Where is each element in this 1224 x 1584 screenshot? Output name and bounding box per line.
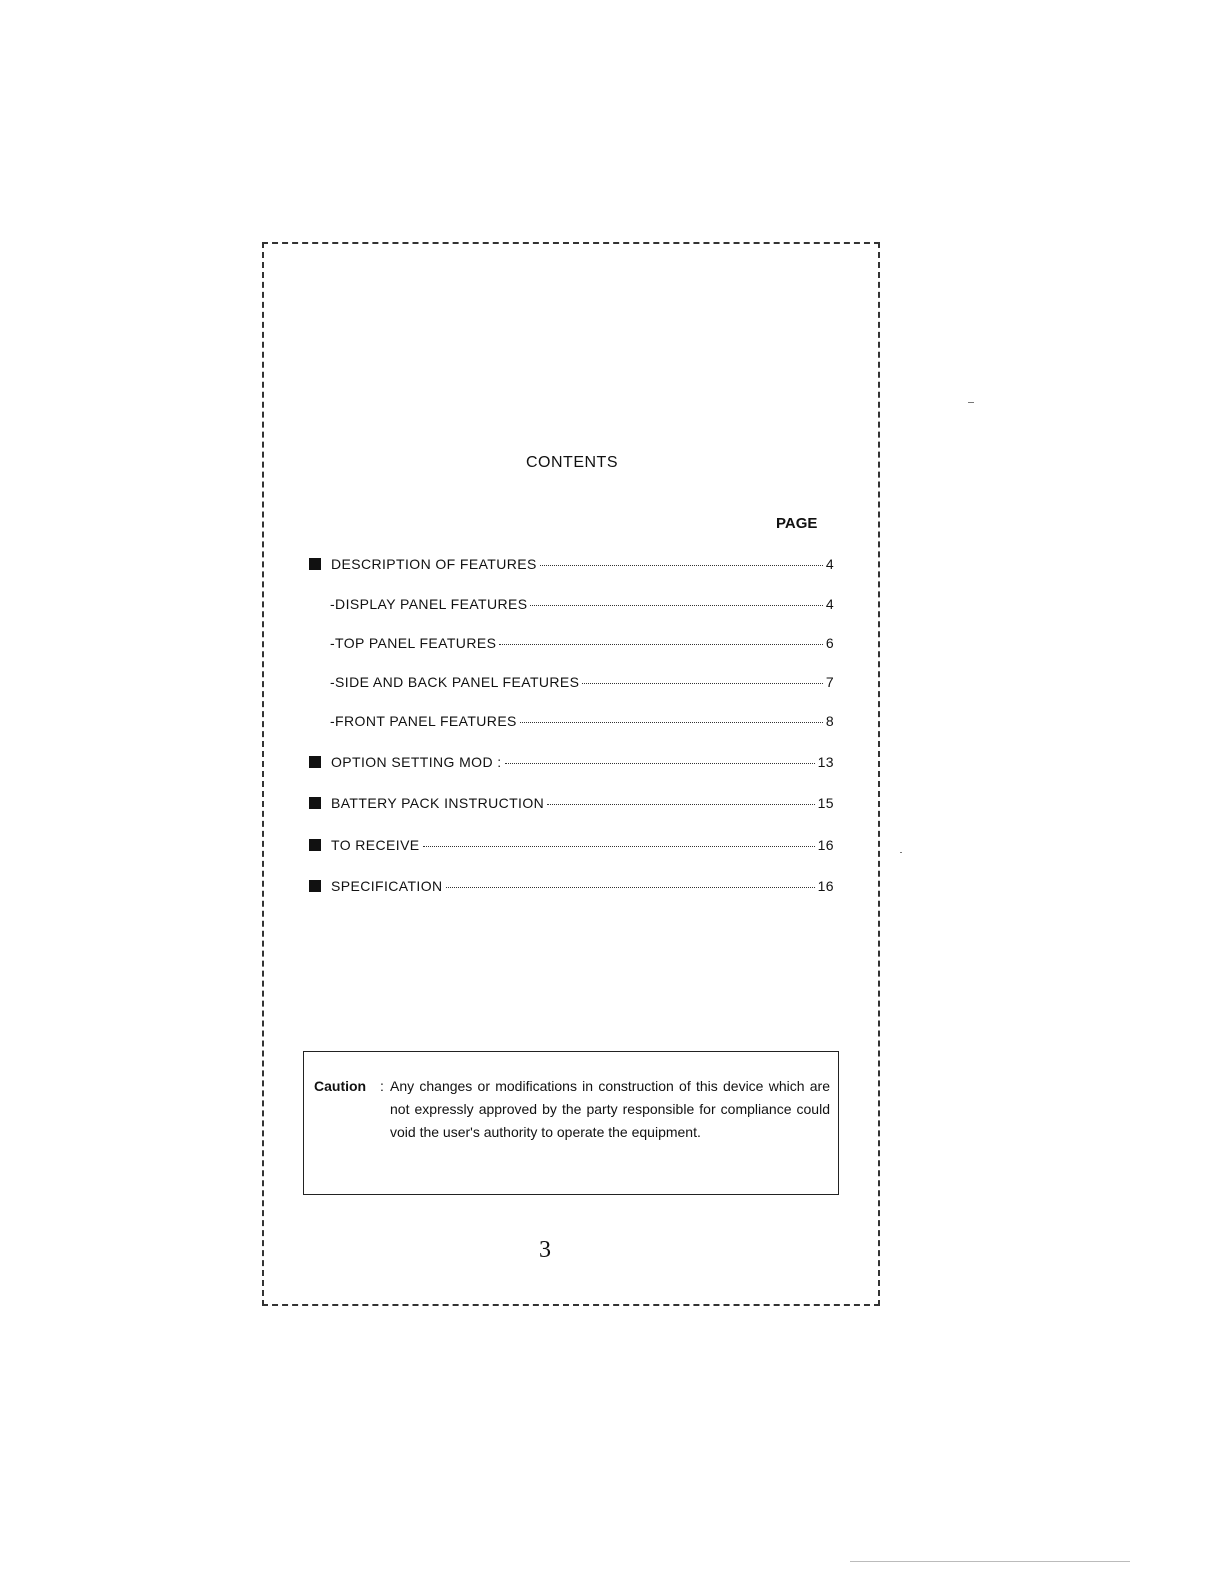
toc-entry-to-receive [309, 837, 834, 853]
dot-leader [582, 683, 822, 684]
toc-entry-label: TO RECEIVE [331, 837, 420, 853]
bullet-square-icon [309, 558, 321, 570]
caution-text: Any changes or modifications in construction of this device which are not expressly approved by the party responsible for compliance could void the user's authority to operate the equipment. [390, 1078, 830, 1140]
bullet-square-icon [309, 880, 321, 892]
toc-entry-label: DESCRIPTION OF FEATURES [331, 556, 537, 572]
toc-entry-page: 15 [817, 795, 834, 811]
dot-leader [547, 804, 814, 805]
toc-entry-front-panel-features [330, 713, 834, 729]
page-number: 3 [539, 1237, 551, 1263]
bullet-square-icon [309, 756, 321, 768]
toc-entry-side-and-back-panel-features [330, 674, 834, 690]
dot-leader [540, 565, 823, 566]
dot-leader [520, 722, 823, 723]
toc-entry-page: 13 [817, 754, 834, 770]
toc-entry-label: -DISPLAY PANEL FEATURES [330, 596, 528, 612]
contents-title: CONTENTS [526, 454, 618, 471]
toc-entry-page: 6 [825, 635, 834, 651]
caution-notice-box [303, 1051, 839, 1195]
toc-entry-label: -SIDE AND BACK PANEL FEATURES [330, 674, 580, 690]
toc-entry-page: 16 [817, 837, 834, 853]
dot-leader [423, 846, 815, 847]
toc-entry-label: -FRONT PANEL FEATURES [330, 713, 517, 729]
dot-leader [530, 605, 822, 606]
dot-leader [505, 763, 815, 764]
scan-speck [968, 402, 974, 403]
caution-separator: : [380, 1078, 384, 1094]
toc-entry-display-panel-features [330, 596, 834, 612]
toc-entry-page: 4 [825, 556, 834, 572]
toc-entry-specification [309, 878, 834, 894]
toc-entry-description-of-features [309, 556, 834, 572]
scan-edge-line [850, 1561, 1130, 1562]
dot-leader [446, 887, 815, 888]
toc-entry-battery-pack-instruction [309, 795, 834, 811]
toc-entry-label: OPTION SETTING MOD : [331, 754, 502, 770]
toc-entry-label: BATTERY PACK INSTRUCTION [331, 795, 545, 811]
toc-entry-page: 7 [825, 674, 834, 690]
toc-entry-label: -TOP PANEL FEATURES [330, 635, 497, 651]
caution-label: Caution [314, 1078, 367, 1094]
page-column-header: PAGE [776, 515, 818, 532]
bullet-square-icon [309, 797, 321, 809]
toc-entry-page: 4 [825, 596, 834, 612]
toc-entry-top-panel-features [330, 635, 834, 651]
dot-leader [499, 644, 823, 645]
toc-entry-label: SPECIFICATION [331, 878, 443, 894]
toc-entry-page: 8 [825, 713, 834, 729]
toc-entry-page: 16 [817, 878, 834, 894]
bullet-square-icon [309, 839, 321, 851]
toc-entry-option-setting-mode [309, 754, 834, 770]
scan-speck [900, 852, 902, 853]
